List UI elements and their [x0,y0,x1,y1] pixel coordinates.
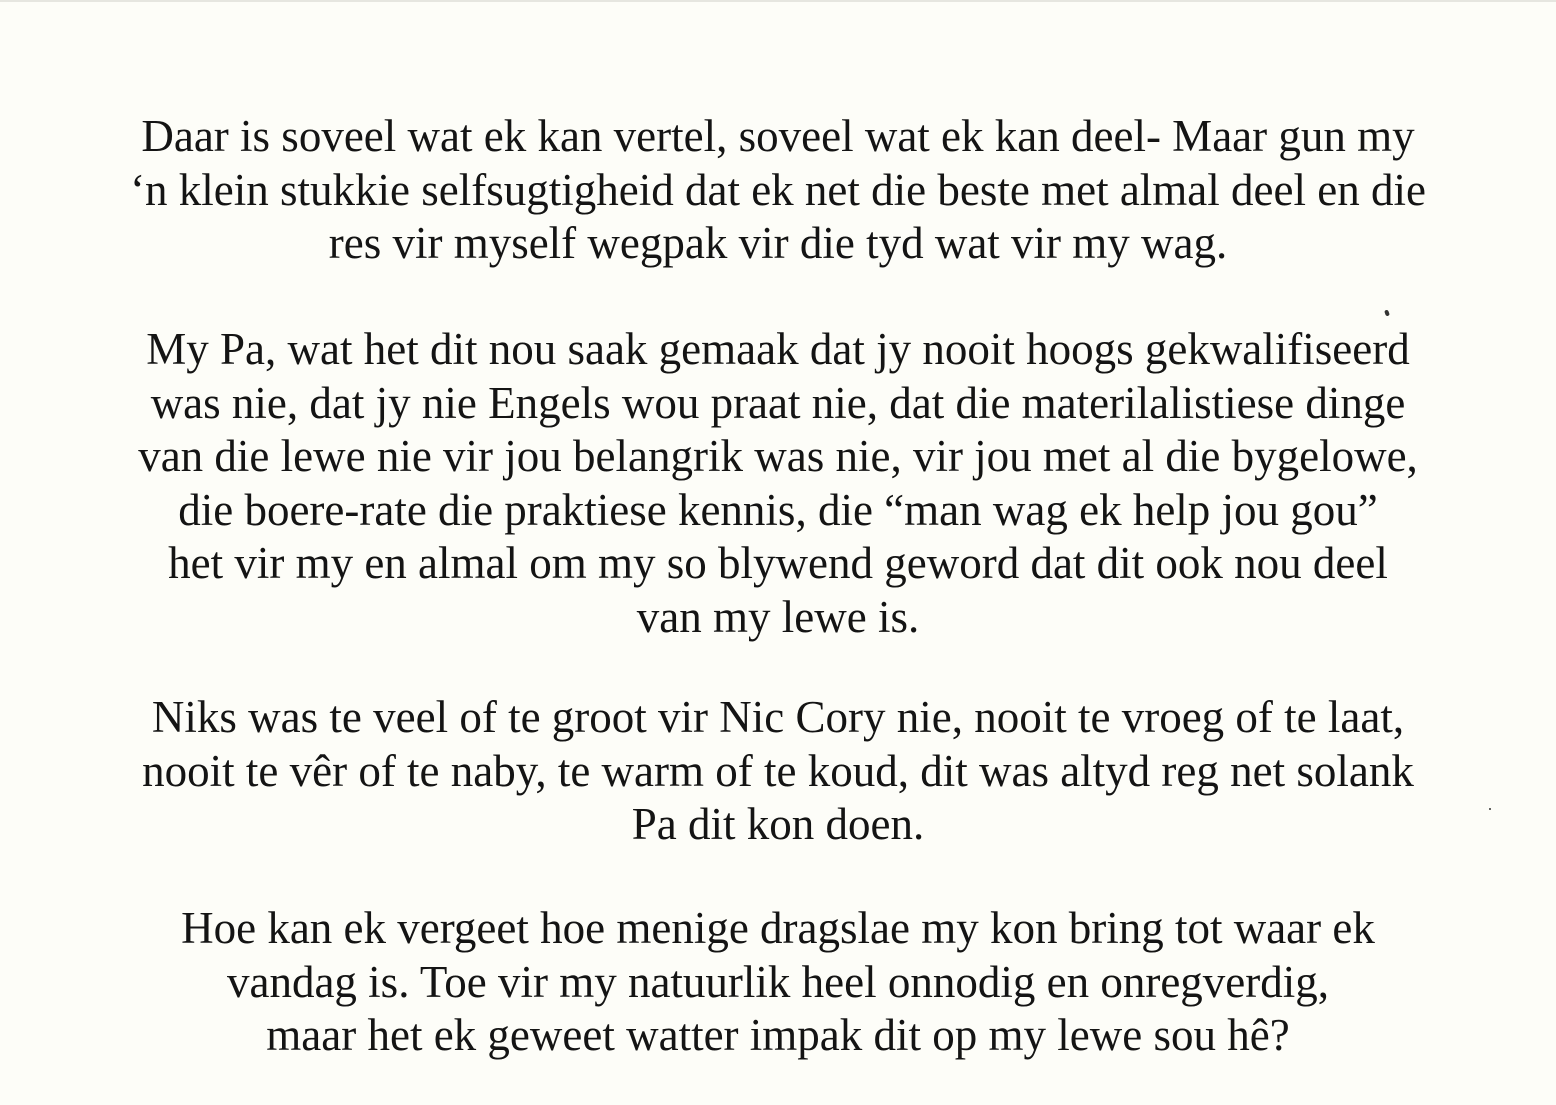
paragraph-line: My Pa, wat het dit nou saak gemaak dat jy nooit hoogs gekwalifiseerd [146,324,1410,374]
scan-speck [1489,808,1491,810]
paragraph-line: Niks was te veel of te groot vir Nic Cory nie, nooit te vroeg of te laat, [151,692,1405,742]
scan-speck [1384,309,1390,316]
paragraph-line: het vir my en almal om my so blywend geword dat dit ook nou deel [168,538,1388,588]
paragraph-line: maar het ek geweet watter impak dit op my lewe sou hê? [266,1010,1290,1060]
paragraph-line: nooit te vêr of te naby, te warm of te koud, dit was altyd reg net solank [142,745,1414,796]
paragraph-2 [40,323,1516,644]
paragraph-line: Pa dit kon doen. [631,799,925,849]
paragraph-line: Daar is soveel wat ek kan vertel, soveel wat ek kan deel- Maar gun my [141,111,1415,161]
paragraph-4 [40,902,1516,1063]
paragraph-line: van my lewe is. [636,591,920,642]
paragraph-line: was nie, dat jy nie Engels wou praat nie, dat die materilalistiese dinge [150,377,1406,428]
paragraph-line: van die lewe nie vir jou belangrik was nie, vir jou met al die bygelowe, [138,431,1418,481]
paragraph-3 [40,691,1516,852]
paragraph-line: vandag is. Toe vir my natuurlik heel onnodig en onregverdig, [226,956,1330,1007]
paragraph-line: res vir myself wegpak vir die tyd wat vir my wag. [328,218,1228,268]
paragraph-line: ‘n klein stukkie selfsugtigheid dat ek net die beste met almal deel en die [130,164,1426,215]
paragraph-line: die boere-rate die praktiese kennis, die “man wag ek help jou gou” [178,484,1378,535]
paragraph-1 [40,110,1516,271]
paragraph-line: Hoe kan ek vergeet hoe menige dragslae my kon bring tot waar ek [181,903,1375,953]
